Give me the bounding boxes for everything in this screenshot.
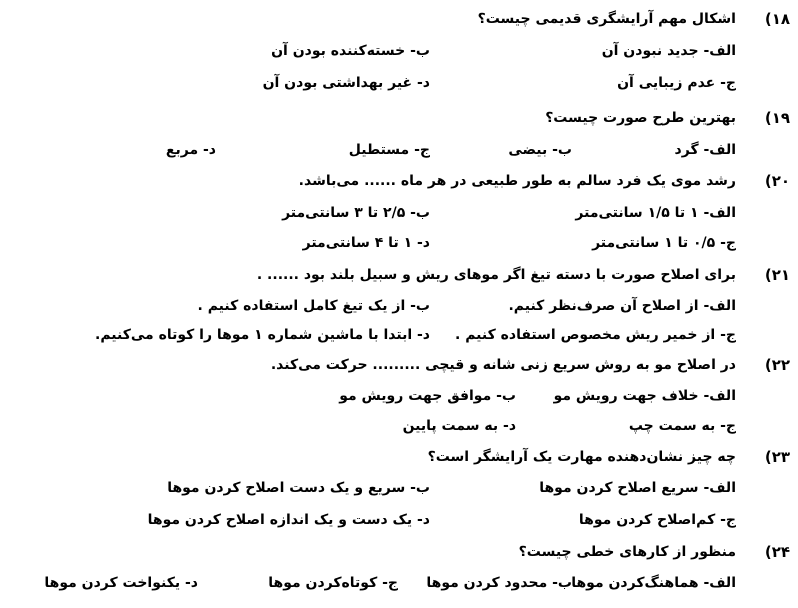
option-d: د- یک دست و یک اندازه اصلاح کردن موها [147, 512, 430, 528]
option-c: ج- مستطیل [348, 142, 430, 158]
question-number: ۲۴) [764, 543, 790, 561]
option-c: ج- کوتاه‌کردن موها [268, 575, 398, 591]
option-c: ج- ۰/۵ تا ۱ سانتی‌متر [592, 235, 736, 251]
options-row [0, 228, 798, 258]
options-row [0, 381, 798, 411]
option-a: الف- خلاف جهت رویش مو [553, 388, 736, 404]
option-d: د- به سمت پایین [402, 418, 516, 434]
options-row [0, 411, 798, 441]
question-number: ۱۸) [764, 10, 790, 28]
option-c: ج- به سمت چپ [628, 418, 736, 434]
question-19 [0, 103, 798, 133]
option-b: ب- بیضی [508, 142, 572, 158]
question-text: اشکال مهم آرایشگری قدیمی چیست؟ [477, 11, 736, 27]
options-row [0, 36, 798, 66]
option-a: الف- جدید نبودن آن [601, 43, 736, 59]
question-text: منظور از کارهای خطی چیست؟ [518, 544, 736, 560]
question-text: رشد موی یک فرد سالم به طور طبیعی در هر ماه ...... می‌باشد. [298, 173, 736, 189]
question-21 [0, 260, 798, 290]
question-number: ۲۲) [764, 356, 790, 374]
question-22 [0, 350, 798, 380]
option-c: ج- کم‌اصلاح کردن موها [578, 512, 736, 528]
options-row [0, 505, 798, 535]
option-d: د- غیر بهداشتی بودن آن [262, 75, 430, 91]
option-b: ب- محدود کردن موها [426, 575, 572, 591]
question-20 [0, 166, 798, 196]
option-a: الف- گرد [674, 142, 736, 158]
options-row [0, 198, 798, 228]
option-d: د- ابتدا با ماشین شماره ۱ موها را کوتاه می‌کنیم. [95, 327, 430, 343]
option-a: الف- ۱ تا ۱/۵ سانتی‌متر [575, 205, 736, 221]
options-row [0, 135, 798, 165]
option-b: ب- ۲/۵ تا ۳ سانتی‌متر [282, 205, 430, 221]
options-row [0, 320, 798, 350]
option-c: ج- عدم زیبایی آن [617, 75, 736, 91]
question-text: در اصلاح مو به روش سریع زنی شانه و قیچی ......... حرکت می‌کند. [270, 357, 736, 373]
question-number: ۲۰) [764, 172, 790, 190]
question-number: ۱۹) [764, 109, 790, 127]
options-row [0, 473, 798, 503]
option-d: د- مربع [165, 142, 216, 158]
question-23 [0, 442, 798, 472]
option-a: الف- از اصلاح آن صرف‌نظر کنیم. [508, 298, 736, 314]
question-number: ۲۱) [764, 266, 790, 284]
option-a: الف- هماهنگ‌کردن موها [571, 575, 736, 591]
options-row [0, 291, 798, 321]
option-b: ب- از یک تیغ کامل استفاده کنیم . [197, 298, 430, 314]
question-24 [0, 537, 798, 567]
question-text: چه چیز نشان‌دهنده مهارت یک آرایشگر است؟ [427, 449, 736, 465]
option-b: ب- سریع و یک دست اصلاح کردن موها [167, 480, 430, 496]
question-text: برای اصلاح صورت با دسته تیغ اگر موهای ریش و سبیل بلند بود ...... . [256, 267, 736, 283]
options-row [0, 568, 798, 598]
options-row [0, 68, 798, 98]
option-d: د- یکنواخت کردن موها [44, 575, 198, 591]
question-text: بهترین طرح صورت چیست؟ [545, 110, 736, 126]
option-b: ب- موافق جهت رویش مو [339, 388, 516, 404]
option-d: د- ۱ تا ۴ سانتی‌متر [302, 235, 430, 251]
option-a: الف- سریع اصلاح کردن موها [539, 480, 736, 496]
question-18 [0, 4, 798, 34]
option-b: ب- خسته‌کننده بودن آن [271, 43, 430, 59]
question-number: ۲۳) [764, 448, 790, 466]
option-c: ج- از خمیر ریش مخصوص استفاده کنیم . [455, 327, 736, 343]
